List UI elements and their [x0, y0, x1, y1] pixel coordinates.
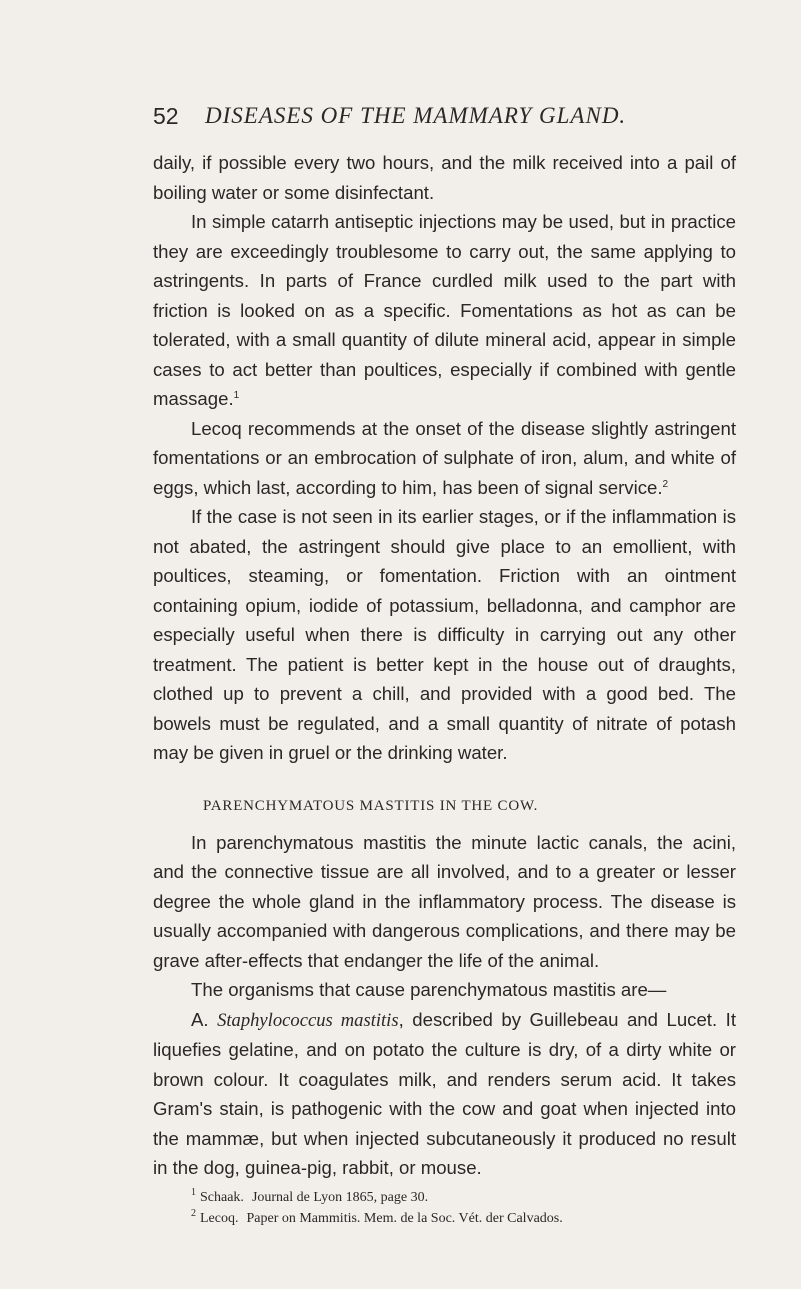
page-number: 52	[153, 103, 179, 129]
paragraph	[153, 502, 736, 768]
paragraph-text: , described by Guillebeau and Lucet. It liquefies gelatine, and on potato the culture is dry, of a dirty white or brown colour. It coagulates milk, and renders serum acid. It takes Gram's stain, is pathogenic with the cow and goat when injected into the mammæ, but when injected subcutaneously it produced no result in the dog, guinea-pig, rabbit, or mouse.	[153, 1008, 736, 1178]
paragraph	[153, 1005, 736, 1183]
paragraph-text: Lecoq recommends at the onset of the disease slightly astringent fomentations or an embrocation of sulphate of iron, alum, and white of eggs, which last, according to him, has been of signal service.	[153, 417, 736, 498]
paragraph-text: In parenchymatous mastitis the minute lactic canals, the acini, and the connective tissue are all involved, and to a greater or lesser degree the whole gland in the inflammatory process. The disease is usually accompanied with dangerous complications, and there may be grave after-effects that endanger the life of the animal.	[153, 831, 736, 971]
paragraph-text: The organisms that cause parenchymatous mastitis are—	[191, 979, 667, 1000]
footnote-source: Paper on Mammitis. Mem. de la Soc. Vét. der Calvados.	[246, 1210, 563, 1226]
section-heading: PARENCHYMATOUS MASTITIS IN THE COW.	[203, 797, 539, 814]
footnote	[191, 1187, 736, 1208]
footnote-author: Lecoq.	[200, 1210, 239, 1226]
footnote-author: Schaak.	[200, 1189, 244, 1205]
footnote-ref: 2	[662, 478, 669, 490]
paragraph-text: If the case is not seen in its earlier stages, or if the inflammation is not abated, the astringent should give place to an emollient, with poultices, steaming, or fomentation. Friction with an ointment containing opium, iodide of potassium, belladonna, and camphor are especially useful when there is difficulty in carrying out any other treatment. The patient is better kept in the house out of draughts, clothed up to prevent a chill, and provided with a good bed. The bowels must be regulated, and a small quantity of nitrate of potash may be given in gruel or the drinking water.	[153, 506, 736, 763]
running-head	[153, 103, 753, 139]
paragraph	[153, 207, 736, 414]
paragraph	[153, 148, 736, 207]
footnote	[191, 1208, 736, 1229]
paragraph	[153, 414, 736, 503]
organism-name: Staphylococcus mastitis	[217, 1009, 399, 1031]
list-marker: A.	[191, 1008, 218, 1030]
paragraph-text: daily, if possible every two hours, and the milk received into a pail of boiling water or some disinfectant.	[153, 152, 736, 203]
running-title: DISEASES OF THE MAMMARY GLAND.	[205, 103, 627, 128]
footnote-mark: 2	[191, 1207, 196, 1219]
paragraph	[153, 975, 736, 1005]
body-text	[153, 148, 736, 1229]
footnotes	[153, 1187, 736, 1229]
footnote-source: Journal de Lyon 1865, page 30.	[251, 1189, 429, 1205]
footnote-mark: 1	[191, 1186, 196, 1198]
paragraph	[153, 828, 736, 976]
footnote-ref: 1	[233, 389, 240, 401]
paragraph-text: In simple catarrh antiseptic injections may be used, but in practice they are exceedingly troublesome to carry out, the same applying to astringents. In parts of France curdled milk used to the part with friction is looked on as a specific. Fomentations as hot as can be tolerated, with a small quantity of dilute mineral acid, appear in simple cases to act better than poultices, especially if combined with gentle massage.	[153, 211, 736, 409]
